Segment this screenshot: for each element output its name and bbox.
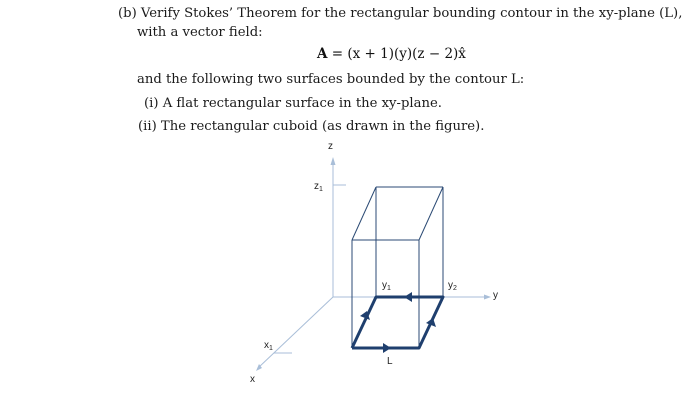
x1-base: x bbox=[264, 340, 269, 351]
y1-base: y bbox=[382, 280, 387, 291]
cuboid-edge bbox=[352, 187, 376, 240]
z-arrowhead bbox=[331, 157, 336, 165]
z1-label bbox=[314, 181, 323, 193]
axis-arrowheads bbox=[256, 157, 491, 371]
vector-A: A bbox=[317, 46, 328, 62]
y1-label bbox=[382, 280, 391, 292]
y2-base: y bbox=[448, 280, 453, 291]
problem-line-3: and the following two surfaces bounded by the contour L: bbox=[137, 72, 525, 87]
arrow-bottom bbox=[383, 343, 391, 353]
x-axis bbox=[258, 297, 333, 368]
y2-label bbox=[448, 280, 457, 292]
cuboid-edge bbox=[419, 187, 443, 240]
problem-line-1: (b) Verify Stokes’ Theorem for the rectangular bounding contour in the xy-plane (L), bbox=[118, 6, 683, 21]
z1-base: z bbox=[314, 181, 319, 192]
z-axis-label: z bbox=[328, 141, 333, 152]
z1-sub: 1 bbox=[319, 186, 323, 193]
contour-L-label: L bbox=[387, 356, 393, 367]
y2-sub: 2 bbox=[453, 285, 457, 292]
arrow-top bbox=[404, 292, 412, 302]
contour-arrows bbox=[360, 292, 436, 353]
axes bbox=[258, 163, 486, 368]
x1-label bbox=[264, 340, 273, 352]
problem-line-2: with a vector field: bbox=[137, 25, 263, 40]
x-axis-label: x bbox=[250, 374, 255, 385]
y1-sub: 1 bbox=[387, 285, 391, 292]
surface-item-2: (ii) The rectangular cuboid (as drawn in the figure). bbox=[138, 119, 485, 134]
y-arrowhead bbox=[484, 295, 491, 300]
surface-item-1: (i) A flat rectangular surface in the xy-plane. bbox=[144, 96, 442, 111]
equation-rhs: = (x + 1)(y)(z − 2)x̂ bbox=[327, 46, 466, 62]
x1-sub: 1 bbox=[269, 345, 273, 352]
y-axis-label: y bbox=[493, 290, 498, 301]
